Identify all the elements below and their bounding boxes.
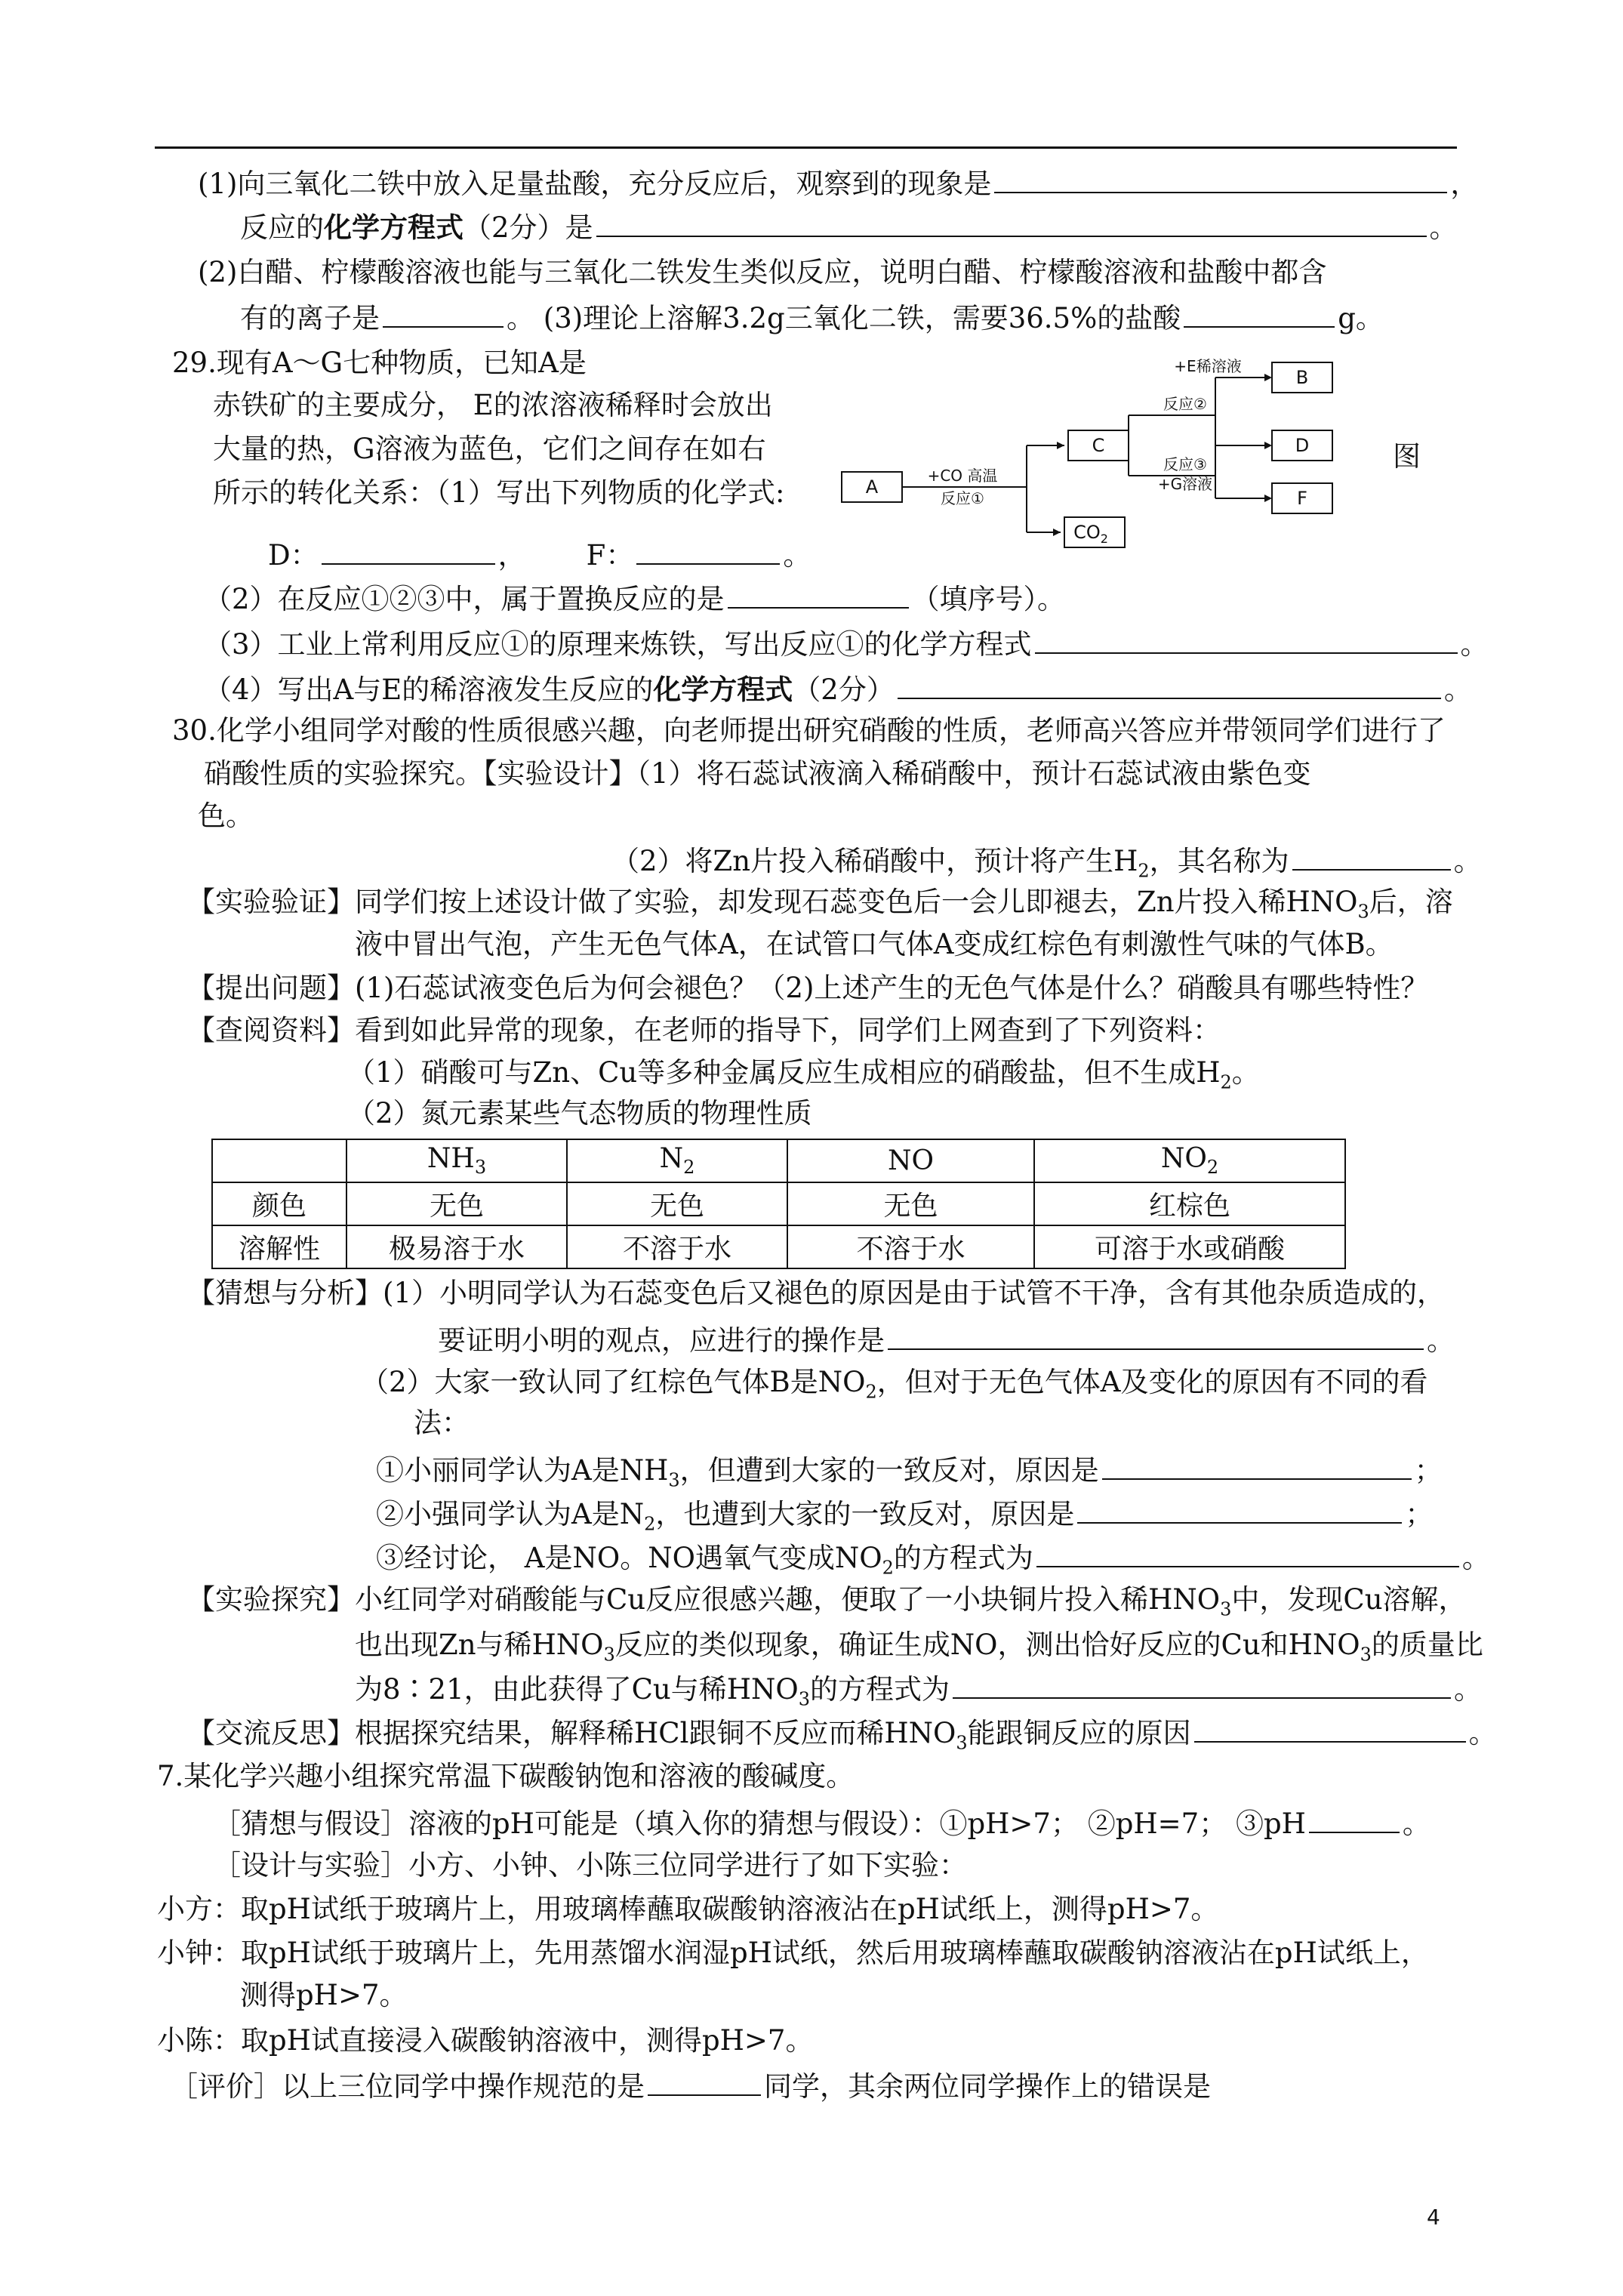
table-cell: 红棕色: [1034, 1182, 1345, 1225]
answer-blank-d[interactable]: [322, 536, 495, 565]
answer-blank[interactable]: [383, 299, 504, 328]
figure-label: 图: [1393, 440, 1421, 473]
label-co2: $CO_2$: [1073, 522, 1108, 546]
q30-line19: 也出现Zn与稀$HNO_3$反应的类似现象，确证生成NO，测出恰好反应的Cu和$HNO_3$的质量比: [355, 1629, 1483, 1666]
label-a: A: [865, 476, 879, 498]
q7-line5: 小钟：取pH试纸于玻璃片上，先用蒸馏水润湿pH试纸，然后用玻璃棒蘸取碳酸钠溶液沾在pH试纸上，: [157, 1937, 1429, 1969]
answer-blank[interactable]: [898, 670, 1441, 699]
q29-line5: D： ， F： 。: [268, 536, 811, 573]
answer-blank[interactable]: [888, 1321, 1424, 1350]
reaction-diagram: [838, 355, 1366, 559]
q30-line9: （1）硝酸可与Zn、Cu等多种金属反应生成相应的硝酸盐，但不生成$H_2$。: [347, 1056, 1260, 1093]
answer-blank[interactable]: [1077, 1495, 1402, 1524]
table-row: [212, 1182, 1345, 1225]
label-react1-bottom: 反应①: [941, 489, 984, 507]
table-cell: $NO_2$: [1034, 1139, 1345, 1182]
q30-line17: ③经讨论， A是NO。NO遇氧气变成$NO_2$的方程式为 。: [376, 1539, 1490, 1585]
label-react2-bottom: 反应②: [1163, 395, 1207, 413]
table-cell: [212, 1139, 346, 1182]
q29-line1: 29.现有A～G七种物质，已知A是: [172, 347, 587, 379]
q28-line2: 反应的化学方程式（2分）是 。: [240, 208, 1458, 245]
q30-line21: 【交流反思】根据探究结果，解释稀HCl跟铜不反应而稀$HNO_3$能跟铜反应的原因 。: [187, 1714, 1497, 1760]
label-b: B: [1295, 367, 1309, 388]
q30-line12: 要证明小明的观点，应进行的操作是 。: [438, 1321, 1455, 1358]
page-number: 4: [1427, 2205, 1440, 2230]
q7-line2: ［猜想与假设］溶液的pH可能是（填入你的猜想与假设）：①pH>7； ②pH=7； ③pH 。: [213, 1804, 1431, 1841]
answer-blank-f[interactable]: [636, 536, 780, 565]
answer-blank[interactable]: [994, 165, 1447, 193]
q30-line1: 30.化学小组同学对酸的性质很感兴趣，向老师提出研究硝酸的性质，老师高兴答应并带领同学们进行了: [172, 714, 1446, 747]
q30-line20: 为8∶21，由此获得了Cu与稀$HNO_3$的方程式为 。: [355, 1670, 1482, 1716]
table-cell: 可溶于水或硝酸: [1034, 1225, 1345, 1268]
table-cell: 极易溶于水: [346, 1225, 567, 1268]
q29-line3: 大量的热，G溶液为蓝色，它们之间存在如右: [213, 433, 766, 465]
table-cell: $NH_3$: [346, 1139, 567, 1182]
label-react3-bottom: +G溶液: [1157, 475, 1213, 493]
q30-line15: ①小丽同学认为A是$NH_3$，但遭到大家的一致反对，原因是 ；: [376, 1451, 1443, 1497]
table-cell: 无色: [346, 1182, 567, 1225]
answer-blank[interactable]: [1036, 1539, 1459, 1567]
nitrogen-properties-table: [211, 1139, 1346, 1269]
q28-line1: (1)向三氧化二铁中放入足量盐酸，充分反应后，观察到的现象是 ，: [198, 165, 1478, 202]
table-cell: 颜色: [212, 1182, 346, 1225]
q30-line6: 液中冒出气泡，产生无色气体A，在试管口气体A变成红棕色有刺激性气味的气体B。: [355, 928, 1394, 960]
answer-blank[interactable]: [596, 208, 1427, 237]
header-rule: [155, 146, 1457, 149]
q7-line7: 小陈：取pH试直接浸入碳酸钠溶液中，测得pH>7。: [157, 2024, 814, 2057]
label-react3-top: 反应③: [1163, 455, 1207, 473]
answer-blank[interactable]: [728, 580, 909, 609]
q7-line1: 7.某化学兴趣小组探究常温下碳酸钠饱和溶液的酸碱度。: [157, 1760, 855, 1792]
q30-line11: 【猜想与分析】(1）小明同学认为石蕊变色后又褪色的原因是由于试管不干净，含有其他杂质造成的，: [187, 1277, 1445, 1309]
label-f: F: [1297, 488, 1307, 509]
table-cell: 无色: [787, 1182, 1034, 1225]
q30-line2: 硝酸性质的实验探究。【实验设计】（1）将石蕊试液滴入稀硝酸中，预计石蕊试液由紫色变: [204, 757, 1311, 790]
q30-line3: 色。: [198, 800, 254, 832]
table-header-row: [212, 1139, 1345, 1182]
answer-blank[interactable]: [1194, 1714, 1466, 1743]
q30-line4: （2）将Zn片投入稀硝酸中，预计将产生$H_2$，其名称为 。: [611, 842, 1482, 888]
q7-line3: ［设计与实验］小方、小钟、小陈三位同学进行了如下实验：: [213, 1849, 967, 1881]
table-cell: 不溶于水: [787, 1225, 1034, 1268]
q7-line4: 小方：取pH试纸于玻璃片上，用玻璃棒蘸取碳酸钠溶液沾在pH试纸上，测得pH>7。: [157, 1893, 1219, 1925]
table-cell: 无色: [567, 1182, 787, 1225]
q7-line6: 测得pH>7。: [240, 1979, 408, 2011]
q29-line8: （4）写出A与E的稀溶液发生反应的化学方程式（2分） 。: [204, 670, 1472, 707]
q30-line14: 法：: [414, 1407, 470, 1439]
q28-line3: (2)白醋、柠檬酸溶液也能与三氧化二铁发生类似反应，说明白醋、柠檬酸溶液和盐酸中都含: [198, 256, 1327, 288]
table-cell: $N_2$: [567, 1139, 787, 1182]
q30-line16: ②小强同学认为A是$N_2$，也遭到大家的一致反对，原因是 ；: [376, 1495, 1433, 1541]
label-react2-top: +E稀溶液: [1174, 357, 1242, 375]
q30-line8: 【查阅资料】看到如此异常的现象，在老师的指导下，同学们上网查到了下列资料：: [187, 1014, 1221, 1046]
q29-line2: 赤铁矿的主要成分， E的浓溶液稀释时会放出: [213, 389, 773, 421]
answer-blank[interactable]: [1309, 1804, 1400, 1833]
label-c: C: [1092, 435, 1105, 456]
q30-line13: （2）大家一致认同了红棕色气体B是$NO_2$，但对于无色气体A及变化的原因有不同的看: [361, 1366, 1428, 1403]
q30-line7: 【提出问题】(1)石蕊试液变色后为何会褪色？（2)上述产生的无色气体是什么？硝酸具有哪些特性？: [187, 972, 1429, 1004]
q29-line6: （2）在反应①②③中，属于置换反应的是 （填序号）。: [204, 580, 1065, 617]
answer-blank[interactable]: [1292, 842, 1451, 871]
answer-blank[interactable]: [1184, 299, 1335, 328]
q28-line4: 有的离子是 。 (3)理论上溶解3.2g三氧化二铁，需要36.5%的盐酸 g。: [240, 299, 1384, 336]
table-cell: 不溶于水: [567, 1225, 787, 1268]
table-cell: 溶解性: [212, 1225, 346, 1268]
q29-line7: （3）工业上常利用反应①的原理来炼铁，写出反应①的化学方程式 。: [204, 625, 1489, 662]
q7-line8: ［评价］以上三位同学中操作规范的是 同学，其余两位同学操作上的错误是: [170, 2067, 1211, 2104]
label-d: D: [1295, 435, 1310, 456]
answer-blank[interactable]: [953, 1670, 1451, 1699]
table-row: [212, 1225, 1345, 1268]
q30-line18: 【实验探究】小红同学对硝酸能与Cu反应很感兴趣，便取了一小块铜片投入稀$HNO_3$中，发现Cu溶解，: [187, 1583, 1467, 1620]
q30-line5: 【实验验证】同学们按上述设计做了实验，却发现石蕊变色后一会儿即褪去，Zn片投入稀$HNO_3$后，溶: [187, 886, 1453, 923]
q30-line10: （2）氮元素某些气态物质的物理性质: [347, 1097, 812, 1130]
answer-blank[interactable]: [648, 2067, 761, 2096]
table-cell: NO: [787, 1139, 1034, 1182]
label-react1-top: +CO 高温: [927, 467, 998, 485]
answer-blank[interactable]: [1102, 1451, 1412, 1480]
answer-blank[interactable]: [1035, 625, 1458, 654]
q29-line4: 所示的转化关系：（1）写出下列物质的化学式:: [213, 476, 785, 509]
